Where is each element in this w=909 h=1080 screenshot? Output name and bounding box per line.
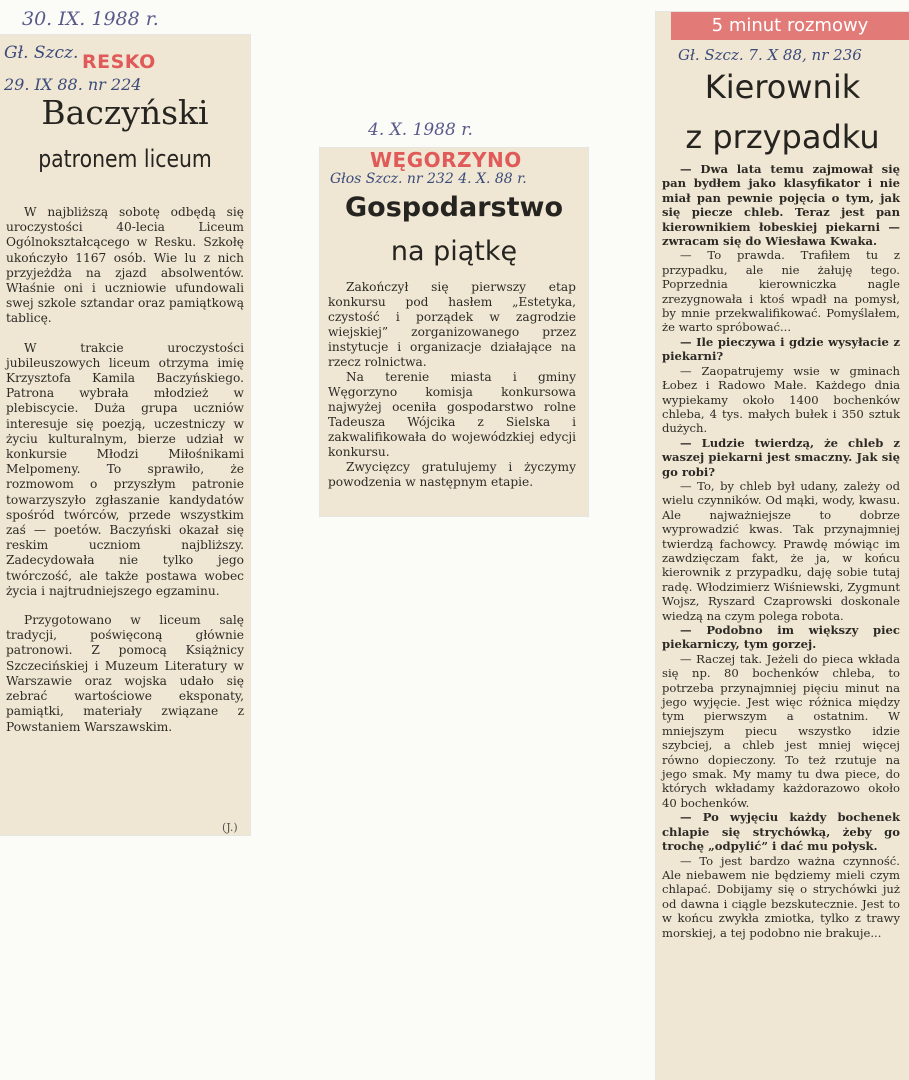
- handwritten-date: 30. IX. 1988 r.: [22, 8, 159, 30]
- handwritten-source: Głos Szcz. nr 232 4. X. 88 r.: [330, 171, 527, 187]
- paragraph: Zwycięzcy gratulujemy i życzymy powodzenia w następnym etapie.: [328, 460, 576, 489]
- column-banner: 5 minut rozmowy: [671, 12, 909, 40]
- handwritten-issue: 29. IX 88. nr 224: [4, 75, 142, 94]
- interview-answer: — To prawda. Trafiłem tu z przypadku, ale nie żałuję tego. Poprzednia kierowniczka nagle zrezygnowała i ktoś wpadł na pomysł, by mnie przekwalifikować. Pomyślałem, że warto spróbować...: [662, 248, 900, 335]
- clipping-resko: [0, 35, 250, 835]
- paragraph: Przygotowano w liceum salę tradycji, poświęconą głównie patronowi. Z pomocą Książnicy Szczecińskiej i Muzeum Literatury w Warszawie oraz wojska udało się zebrać wartościowe eksponaty, pamiątki, materiały związane z Powstaniem Warszawskim.: [6, 613, 244, 734]
- location-rubric: WĘGORZYNO: [370, 148, 522, 172]
- interview-answer: — To jest bardzo ważna czynność. Ale niebawem nie będziemy mieli czym chlapać. Dobijamy się o strychówki już od dawna i ciągle bezskutecznie. Jest to w końcu zwykła zmiotka, tylko z trawy morskiej, a tej podobno nie brakuje...: [662, 853, 900, 940]
- headline-sub: patronem liceum: [38, 145, 212, 173]
- handwritten-date: 4. X. 1988 r.: [368, 120, 473, 140]
- interview-question: — Ludzie twierdzą, że chleb z waszej piekarni jest smaczny. Jak się go robi?: [662, 435, 900, 479]
- interview-question: — Dwa lata temu zajmował się pan bydłem jako klasyfikator i nie miał pan pewnie pojęcia o tym, jak się piecze chleb. Teraz jest pan kierownikiem łobeskiej piekarni — zwracam się do Wiesława Kwaka.: [662, 162, 900, 249]
- article-body: [6, 205, 244, 735]
- signature: (J.): [222, 821, 238, 834]
- clipping-wegorzyno: [320, 148, 588, 516]
- location-rubric: RESKO: [82, 51, 156, 73]
- headline-sub: z przypadku: [685, 118, 880, 156]
- interview-question: — Ile pieczywa i gdzie wysyłacie z piekarni?: [662, 334, 900, 364]
- paragraph: Zakończył się pierwszy etap konkursu pod hasłem „Estetyka, czystość i porządek w zagrodzie wiejskiej” zorganizowanego przez instytucje i organizacje działające na rzecz rolnictwa.: [328, 280, 576, 369]
- headline-main: Gospodarstwo: [345, 192, 563, 223]
- paragraph: W trakcie uroczystości jubileuszowych liceum otrzyma imię Krzysztofa Kamila Baczyńskiego. Patrona wybrała młodzież w plebiscycie. Duża grupa uczniów interesuje się poezją, uczestniczy w życiu kulturalnym, bierze udział w konkursie Młodzi Miłośnikami Melpomeny. To sprawiło, że rozmowom o przyszłym patronie towarzyszyło zgłaszanie kandydatów spośród twórców, przede wszystkim zaś — poetów. Baczyński okazał się reskim uczniom najbliższy. Zadecydowała nie tylko jego twórczość, ale także postawa wobec życia i najtrudniejszego egzaminu.: [6, 340, 244, 598]
- handwritten-source: Gł. Szcz.: [4, 43, 79, 63]
- article-body: [328, 280, 576, 490]
- interview-answer: — Raczej tak. Jeżeli do pieca wkłada się np. 80 bochenków chleba, to potrzeba przynajmniej pięciu minut na jego wyjęcie. Jest więc różnica między tym pierwszym a ostatnim. W mniejszym piecu wszystko idzie szybciej, a chleb jest mniej więcej równo dopieczony. To też rzutuje na jego smak. My mamy tu dwa piece, do których wkładamy każdorazowo około 40 bochenków.: [662, 651, 900, 810]
- clipping-kierownik: [656, 12, 909, 1080]
- paragraph: W najbliższą sobotę odbędą się uroczystości 40-lecia Liceum Ogólnokształcącego w Resku. Szkołę ukończyło 1167 osób. Wie lu z nich przyjeżdża na zjazd absolwentów. Właśnie oni i uczniowie ufundowali swej szkole sztandar oraz pamiątkową tablicę.: [6, 205, 244, 326]
- interview-question: — Podobno im większy piec piekarniczy, tym gorzej.: [662, 623, 900, 652]
- headline-main: Baczyński: [41, 93, 209, 132]
- headline-sub: na piątkę: [390, 236, 518, 267]
- headline-main: Kierownik: [704, 68, 861, 106]
- paragraph: Na terenie miasta i gminy Węgorzyno komisja konkursowa najwyżej oceniła gospodarstwo rolne Tadeusza Wójcika z Sielska i zakwalifikowała do wojewódzkiej edycji konkursu.: [328, 370, 576, 459]
- interview-question: — Po wyjęciu każdy bochenek chlapie się strychówką, żeby go trochę „odpylić” i dać mu połysk.: [662, 810, 900, 854]
- handwritten-source: Gł. Szcz. 7. X 88, nr 236: [678, 46, 862, 64]
- interview-answer: — To, by chleb był udany, zależy od wielu czynników. Od mąki, wody, kwasu. Ale najważniejsze to dobrze wyprowadzić kwas. Tak przynajmniej twierdzą fachowcy. Prawdę mówiąc im zawdzięczam fakt, że ja, w końcu kierownik z przypadku, daję sobie tutaj radę. Włodzimierz Wiśniewski, Zygmunt Wojsz, Ryszard Czaprowski doskonale wiedzą na czym polega robota.: [662, 478, 900, 623]
- interview-body: [662, 162, 900, 940]
- interview-answer: — Zaopatrujemy wsie w gminach Łobez i Radowo Małe. Każdego dnia wypiekamy około 1400 bochenków chleba, 4 tys. małych bułek i 350 sztuk dużych.: [662, 363, 900, 436]
